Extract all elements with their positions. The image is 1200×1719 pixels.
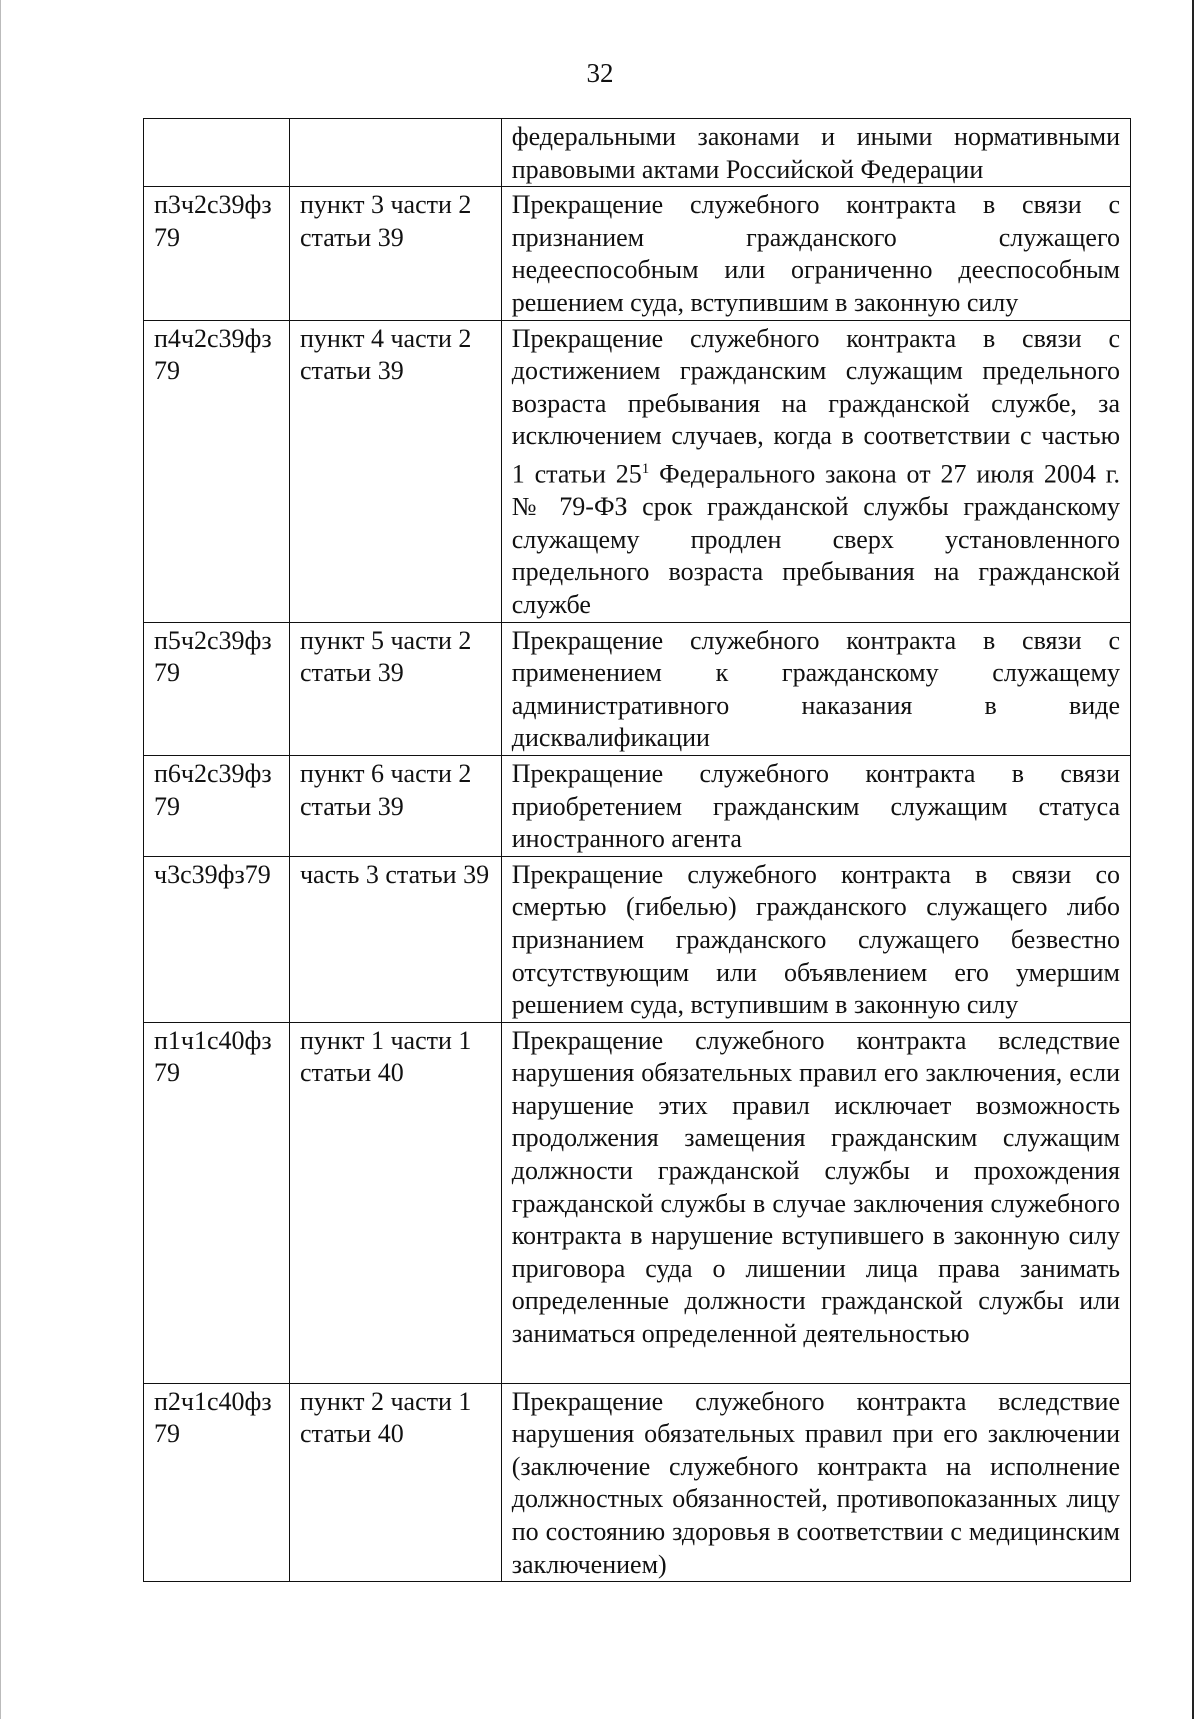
description-cell: Прекращение служебного контракта вследствие нарушения обязательных правил при его заключении (заключение служебного контракта на исполнение должностных обязанностей, противопоказанных лицу по состоянию здоровья в соответствии с медицинским заключением) xyxy=(501,1383,1130,1582)
article-cell: пункт 4 части 2 статьи 39 xyxy=(289,320,501,622)
table-row xyxy=(144,622,1131,755)
code-cell: п4ч2с39фз 79 xyxy=(144,320,290,622)
table-row xyxy=(144,755,1131,856)
code-cell: п5ч2с39фз 79 xyxy=(144,622,290,755)
article-cell: часть 3 статьи 39 xyxy=(289,856,501,1022)
table-row xyxy=(144,856,1131,1022)
superscript-index: 1 xyxy=(641,460,650,477)
description-cell: Прекращение служебного контракта вследствие нарушения обязательных правил его заключения, если нарушение этих правил исключает возможность продолжения замещения гражданским служащим должности гражданской службы и прохождения гражданской службы в случае заключения служебного контракта в нарушение вступившего в законную силу приговора суда о лишении лица права занимать определенные должности гражданской службы или заниматься определенной деятельностью xyxy=(501,1022,1130,1383)
description-cell: федеральными законами и иными нормативными правовыми актами Российской Федерации xyxy=(501,119,1130,187)
code-cell: п1ч1с40фз 79 xyxy=(144,1022,290,1383)
article-cell: пункт 1 части 1 статьи 40 xyxy=(289,1022,501,1383)
article-cell: пункт 2 части 1 статьи 40 xyxy=(289,1383,501,1582)
description-cell: Прекращение служебного контракта в связи приобретением гражданским служащим статуса иностранного агента xyxy=(501,755,1130,856)
article-cell xyxy=(289,119,501,187)
page-number: 32 xyxy=(586,58,614,88)
code-cell: п3ч2с39фз 79 xyxy=(144,187,290,320)
table-row xyxy=(144,1383,1131,1582)
table-row xyxy=(144,1022,1131,1383)
description-cell xyxy=(501,320,1130,622)
code-cell: п2ч1с40фз 79 xyxy=(144,1383,290,1582)
article-cell: пункт 3 части 2 статьи 39 xyxy=(289,187,501,320)
dismissal-codes-table xyxy=(143,118,1131,1582)
scan-edge-right xyxy=(1192,0,1194,1719)
description-cell: Прекращение служебного контракта в связи с признанием гражданского служащего недееспособным или ограниченно дееспособным решением суда, вступившим в законную силу xyxy=(501,187,1130,320)
description-cell: Прекращение служебного контракта в связи со смертью (гибелью) гражданского служащего либо признанием гражданского служащего безвестно отсутствующим или объявлением его умершим решением суда, вступившим в законную силу xyxy=(501,856,1130,1022)
table-row xyxy=(144,187,1131,320)
article-cell: пункт 6 части 2 статьи 39 xyxy=(289,755,501,856)
table-row xyxy=(144,320,1131,622)
scan-edge-left xyxy=(0,0,1,1719)
description-cell: Прекращение служебного контракта в связи с применением к гражданскому служащему административного наказания в виде дисквалификации xyxy=(501,622,1130,755)
table-row xyxy=(144,119,1131,187)
code-cell xyxy=(144,119,290,187)
article-cell: пункт 5 части 2 статьи 39 xyxy=(289,622,501,755)
code-cell: ч3с39фз79 xyxy=(144,856,290,1022)
description-text-part: Прекращение служебного контракта в связи с достижением гражданским служащим предельного возраста пребывания на гражданской службе, за исключением случаев, когда в соответствии с частью 1 статьи 25 xyxy=(511,323,1120,489)
description-text-part: Федерального закона от 27 июля 2004 г. № 79-ФЗ срок гражданской службы гражданскому служащему продлен сверх установленного предельного возраста пребывания на гражданской службе xyxy=(511,459,1120,619)
code-cell: п6ч2с39фз 79 xyxy=(144,755,290,856)
